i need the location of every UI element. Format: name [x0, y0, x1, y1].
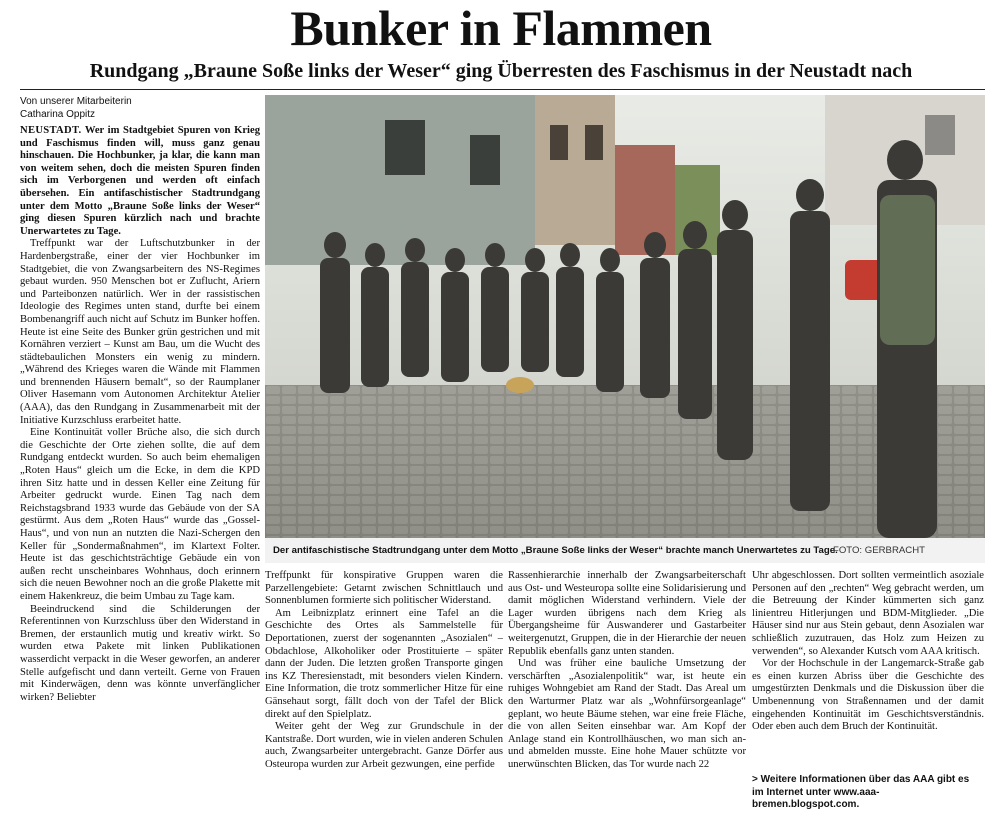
body-paragraph: Treffpunkt für konspirative Gruppen waren die Parzellengebiete: Getarnt zwischen Schnittlauch und Sonnenblumen formierte sich politischer Widerstand.: [265, 570, 503, 607]
photo-illustration: [265, 95, 985, 538]
lead-paragraph: [20, 125, 260, 238]
body-paragraph: Weiter geht der Weg zur Grundschule in der Kantstraße. Dort wurden, wie in vielen anderen Schulen auch, Zwangsarbeiter untergebracht. Ganze Dörfer aus Osteuropa wurden zur Arbeit gezwungen, eine perfide: [265, 721, 503, 770]
body-paragraph: Uhr abgeschlossen. Dort sollten vermeintlich asoziale Personen auf den „rechten“ Weg gebracht werden, um die Betreuung der Kinder kümmerten sich ganz linientreu Hitlerjungen und BDM-Mitglieder. „Die Häuser sind nur aus Stein gebaut, denn Asozialen war schließlich zuzutrauen, das Holz zum Heizen zu verwenden“, so Alexander Kutsch vom AAA kritisch.: [752, 570, 984, 657]
body-paragraph: Treffpunkt war der Luftschutzbunker in der Hardenbergstraße, einer der vier Hochbunker im Stadtgebiet, die von Zwangsarbeitern des NS-Regimes gebaut wurden. 950 Menschen bot er Zuflucht, Ariern und Parteibonzen natürlich. Wer in der rassistischen Ideologie des Regimes unten stand, durfte bei einem Bombenangriff auch nicht auf Schutz im Bunker hoffen. Heute ist eine Seite des Bunker grün gestrichen und mit Kornähren verziert – Kunst am Bau, um die Wucht des städtebaulichen Monsters ein wenig zu mindern. „Während des Krieges waren die Wände mit Flammen und brennenden Häusern bemalt“, so der Raumplaner Oliver Hasemann vom Autonomen Architektur Atelier (AAA), das den Rundgang in Zusammenarbeit mit der Initiative Kurzschluss erarbeitet hatte.: [20, 238, 260, 426]
byline: [20, 95, 260, 121]
body-paragraph: Am Leibnizplatz erinnert eine Tafel an die Geschichte des Ortes als Sammelstelle für Deportationen, zuerst der sogenannten „Asozialen“ – Obdachlose, Alkoholiker oder Prostituierte – später dann der Juden. Die letzten großen Transporte gingen ins KZ Theresienstadt, mit besonders vielen Kindern. Eine Information, die trotz sommerlicher Hitze für eine Gänsehaut sorgt, fällt doch von der Tafel der Blick direkt auf den Spielplatz.: [265, 607, 503, 720]
article-column-4: [752, 570, 984, 770]
photo-credit: FOTO: GERBRACHT: [832, 545, 925, 556]
body-paragraph: Und was früher eine bauliche Umsetzung der verschärften „Asozialenpolitik“ war, ist heute ein ruhiges Wohngebiet am Rand der Stadt. Das Areal um den Warturmer Platz war als „Wohnfürsorgeanlage“ geplant, wo heute Bäume stehen, war eine freie Fläche, die von allen Seiten einsehbar war. Am Kopf der Anlage stand ein Kontrollhäuschen, wo man sich an- und abmelden musste. Eine hohe Mauer schützte vor unerwünschten Blicken, das Tor wurde nach 22: [508, 658, 746, 770]
article-photo: [265, 95, 985, 538]
photo-caption: Der antifaschistische Stadtrundgang unter dem Motto „Braune Soße links der Weser“ brachte manch Unerwartetes zu Tage.: [273, 545, 838, 556]
photo-caption-bar: [265, 538, 985, 563]
article-column-3: [508, 570, 746, 825]
subheadline: Rundgang „Braune Soße links der Weser“ ging Überresten des Faschismus in der Neustadt nach: [89, 60, 913, 82]
body-paragraph: Rassenhierarchie innerhalb der Zwangsarbeiterschaft aus Ost- und Westeuropa sollte eine Solidarisierung und damit möglichen Widerstand verhindern. Viele der Lager wurden übrigens nach dem Krieg als Übergangsheime für Auswanderer und Gastarbeiter weitergenutzt, Gruppen, die in der Hierarchie der neuen Republik ebenfalls ganz unten standen.: [508, 570, 746, 657]
headline: Bunker in Flammen: [290, 0, 712, 56]
header-rule: [20, 89, 985, 90]
body-paragraph: Eine Kontinuität voller Brüche also, die sich durch die Geschichte der Orte ziehen sollte, die auf dem Rundgang entdeckt wurden. So auch beim ehemaligen „Roten Haus“ gleich um die Ecke, in dem die KPD ihren Sitz hatte und in dessen Keller eine Zeitung für Arbeiter gedruckt wurde. Einen Tag nach dem Reichstagsbrand 1933 wurde das Gebäude von der SA gestürmt. Aus dem „Roten Haus“ wurde das „Gossel-Haus“, und von nun an nutzten die Nazi-Schergen den Keller für „Sondermaßnahmen“, im Klartext Folter. Heute ist das geschichtsträchtige Gebäude ein von außen recht unscheinbares Wohnhaus, doch erinnern sich die neuen Bewohner noch an die große Plakette mit einem Hakenkreuz, die beim Umbau zu Tage kam.: [20, 427, 260, 602]
info-box: > Weitere Informationen über das AAA gibt es im Internet unter www.aaa-bremen.blogspot.com.: [752, 774, 970, 810]
byline-author: Catharina Oppitz: [20, 109, 96, 120]
article-column-1: [20, 125, 260, 825]
lead-place: NEUSTADT.: [20, 125, 82, 136]
article-column-2: [265, 570, 503, 825]
body-paragraph: Vor der Hochschule in der Langemarck-Straße gab es einen kurzen Abriss über die Geschichte des umgestürzten Denkmals und die Diskussion über die Umbenennung von Straßennamen und der damit eingehenden Kontinuität im Geschichtsverständnis. Oder eben auch dem Bruch der Kontinuität.: [752, 658, 984, 733]
lead-text: Wer im Stadtgebiet Spuren von Krieg und Faschismus finden will, muss ganz genau hinschauen. Die Hochbunker, ja klar, die kann man von weitem sehen, doch die meisten Spuren finden sich im Verborgenen und werden oft einfach übersehen. Ein antifaschistischer Stadtrundgang unter dem Motto „Braune Soße links der Weser“ ging diesen Spuren kürzlich nach und brachte Unerwartetes zu Tage.: [20, 125, 260, 237]
body-paragraph: Beeindruckend sind die Schilderungen der Referentinnen von Kurzschluss über den Widerstand in Bremen, der erstaunlich mutig und kreativ wirkt. So wurden etwa Pakete mit linken Publikationen wasserdicht verpackt in die Weser geworfen, an anderer Stelle aufgefischt und dann verteilt. Gerne von Frauen mit Kinderwägen, denn was könnte unverfänglicher wirken? Beliebter: [20, 603, 260, 703]
byline-intro: Von unserer Mitarbeiterin: [20, 96, 132, 107]
